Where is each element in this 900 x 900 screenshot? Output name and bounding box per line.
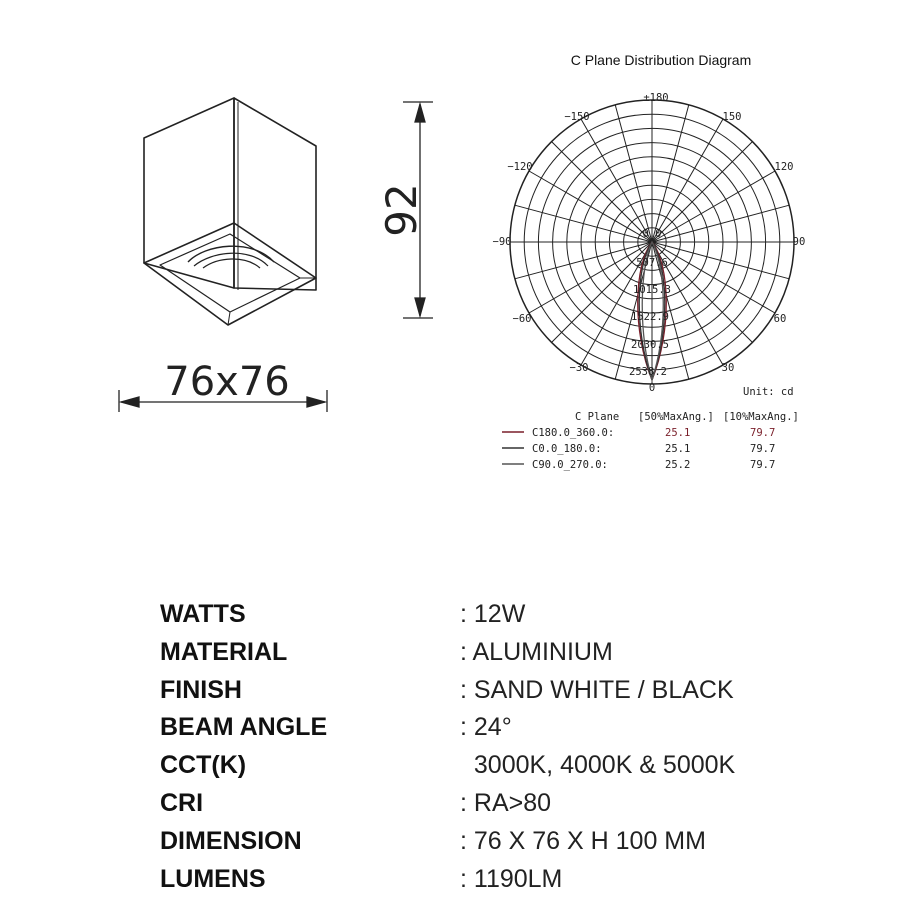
polar-spoke <box>652 242 789 279</box>
polar-spoke <box>515 205 652 242</box>
legend-header-50: [50%MaxAng.] <box>638 411 714 423</box>
legend-10-c180: 79.7 <box>750 427 776 439</box>
angle-label-top: ±180 <box>643 92 669 104</box>
legend-plane-c0: C0.0_180.0: <box>532 443 602 455</box>
legend-50-c90: 25.2 <box>665 459 691 471</box>
spec-value: : ALUMINIUM <box>460 637 613 666</box>
angle-label-right60: 60 <box>773 313 787 325</box>
angle-label-right120: 120 <box>774 161 794 173</box>
angle-label-bottom: 0 <box>648 382 656 394</box>
spec-row-lumens <box>160 861 820 899</box>
radial-label-3: 1522.9 <box>631 311 669 323</box>
angle-label-right30: 30 <box>721 362 735 374</box>
polar-spoke <box>615 105 652 242</box>
legend-header-plane: C Plane <box>575 411 620 423</box>
spec-row-cct <box>160 747 820 785</box>
radial-label-1: 507.6 <box>636 257 668 269</box>
unit-label: Unit: cd <box>743 386 794 398</box>
spec-value: : SAND WHITE / BLACK <box>460 675 734 704</box>
polar-spoke <box>652 205 789 242</box>
spec-key: MATERIAL <box>160 637 288 666</box>
spec-row-watts <box>160 596 820 634</box>
polar-spoke <box>652 171 775 242</box>
angle-label-left150: −150 <box>564 111 590 123</box>
spec-row-finish <box>160 672 820 710</box>
spec-value: : 1190LM <box>460 864 563 893</box>
product-left-face <box>144 98 234 288</box>
polar-title: C Plane Distribution Diagram <box>570 52 752 68</box>
spec-key: FINISH <box>160 675 242 704</box>
spec-key: CCT(K) <box>160 751 247 780</box>
legend-50-c180: 25.1 <box>665 427 691 439</box>
width-label: 76x76 <box>164 359 290 405</box>
polar-spoke <box>529 171 652 242</box>
spec-value: 3000K, 4000K & 5000K <box>460 751 736 780</box>
spec-row-cri <box>160 785 820 823</box>
spec-value: : 76 X 76 X H 100 MM <box>460 826 706 855</box>
spec-key: LUMENS <box>160 864 266 893</box>
radial-label-4: 2030.5 <box>631 339 669 351</box>
radial-label-2: 1015.3 <box>633 284 671 296</box>
polar-spoke <box>515 242 652 279</box>
spec-row-material <box>160 634 820 672</box>
spec-value: : 24° <box>460 713 512 742</box>
polar-spoke <box>581 119 652 242</box>
spec-value: : RA>80 <box>460 788 552 817</box>
angle-label-left30: −30 <box>569 362 589 374</box>
angle-label-left60: −60 <box>512 313 532 325</box>
height-label: 92 <box>377 183 426 237</box>
polar-spoke <box>652 105 689 242</box>
legend-plane-c90: C90.0_270.0: <box>532 459 608 471</box>
legend-plane-c180: C180.0_360.0: <box>532 427 615 439</box>
radial-label-0: 0.0 <box>642 228 662 240</box>
spec-key: DIMENSION <box>160 826 302 855</box>
spec-row-beam-angle <box>160 709 820 747</box>
legend-10-c0: 79.7 <box>750 443 776 455</box>
spec-table <box>160 596 820 898</box>
product-bottom-face <box>144 223 316 325</box>
spec-key: WATTS <box>160 600 246 628</box>
polar-spoke <box>529 242 652 313</box>
product-outline <box>144 98 316 325</box>
polar-legend <box>502 411 799 471</box>
polar-spoke <box>652 119 723 242</box>
spec-key: BEAM ANGLE <box>160 713 328 742</box>
legend-50-c0: 25.1 <box>665 443 691 455</box>
spec-value: : 12W <box>460 600 526 628</box>
radial-label-5: 2538.2 <box>629 366 667 378</box>
legend-10-c90: 79.7 <box>750 459 776 471</box>
spec-key: CRI <box>160 788 204 817</box>
angle-label-left90: −90 <box>492 236 512 248</box>
angle-label-right90: 90 <box>792 236 806 248</box>
angle-label-right150: 150 <box>722 111 742 123</box>
angle-label-left120: −120 <box>507 161 533 173</box>
spec-row-dimension <box>160 823 820 861</box>
legend-header-10: [10%MaxAng.] <box>723 411 799 423</box>
polar-spoke <box>652 242 775 313</box>
